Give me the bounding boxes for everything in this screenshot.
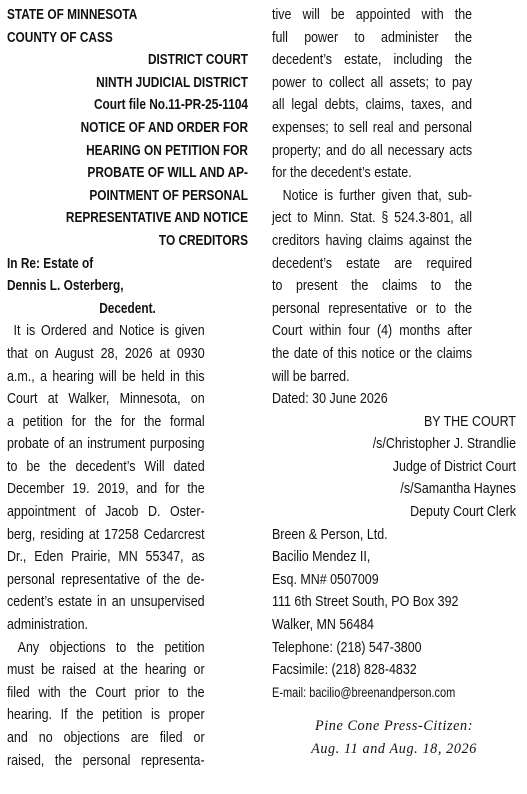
dated-line: Dated: 30 June 2026 (272, 390, 388, 408)
body-line: decedent’s estate are required (272, 254, 473, 272)
body-line: tive will be appointed with the (272, 6, 473, 23)
attorney-telephone: Telephone: (218) 547-3800 (272, 638, 422, 656)
body-line: decedent’s estate, including the (272, 51, 473, 69)
body-line: December 19. 2019, and for the (7, 480, 205, 498)
body-line: Court at Walker, Minnesota, on (7, 390, 205, 408)
body-line: Dr., Eden Prairie, MN 55347, as (7, 548, 205, 566)
clerk-signature: /s/Samantha Haynes (400, 480, 516, 498)
judge-title: Judge of District Court (392, 457, 516, 475)
body-line: personal representative or to the (272, 299, 473, 317)
body-line: that on August 28, 2026 at 0930 (7, 344, 205, 362)
body-line: It is Ordered and Notice is given (13, 322, 205, 340)
body-line: a.m., a hearing will be held in this (7, 367, 205, 385)
body-line: property; and do all necessary acts (272, 141, 473, 159)
body-line: the date of this notice or the claims (272, 344, 473, 362)
judge-signature: /s/Christopher J. Strandlie (372, 435, 516, 453)
notice-title-line: PROBATE OF WILL AND AP- (87, 164, 248, 182)
body-line: to be the decedent’s Will dated (7, 457, 205, 475)
body-line: filed with the Court prior to the (7, 683, 205, 701)
body-line: will be barred. (272, 367, 350, 385)
body-line: personal representative of the de- (7, 570, 205, 588)
court-file-number: Court file No.11-PR-25-1104 (93, 96, 248, 114)
attorney-name: Bacilio Mendez II, (272, 548, 371, 566)
body-line: for the decedent’s estate. (272, 164, 412, 182)
body-line: Court within four (4) months after (272, 322, 473, 340)
body-line: administration. (7, 616, 88, 634)
body-line: hearing. If the petition is proper (7, 706, 205, 724)
district-line: NINTH JUDICIAL DISTRICT (96, 73, 248, 91)
body-line: must be raised at the hearing or (7, 661, 205, 679)
clerk-title: Deputy Court Clerk (410, 503, 516, 521)
body-line: a petition for the for the formal (7, 412, 205, 430)
state-line: STATE OF MINNESOTA (7, 6, 138, 23)
notice-left-column (7, 4, 248, 772)
notice-title-line: REPRESENTATIVE AND NOTICE (65, 209, 248, 227)
estate-caption-line: In Re: Estate of (7, 254, 94, 272)
body-line: to present the claims to the (272, 277, 473, 295)
estate-caption-line: Decedent. (99, 299, 156, 317)
body-line: appointment of Jacob D. Oster- (7, 503, 205, 521)
attorney-email: E-mail: bacilio@breenandperson.com (272, 684, 456, 700)
attorney-address: 111 6th Street South, PO Box 392 (272, 593, 459, 611)
attorney-city: Walker, MN 56484 (272, 616, 374, 634)
notice-title-line: NOTICE OF AND ORDER FOR (80, 118, 248, 136)
notice-right-column (272, 4, 516, 762)
notice-title-line: TO CREDITORS (158, 231, 248, 249)
body-line: power to collect all assets; to pay (272, 73, 473, 91)
body-line: and no objections are filed or (7, 729, 205, 746)
spacer (272, 704, 516, 716)
county-line: COUNTY OF CASS (7, 28, 113, 46)
body-line: cedent’s estate in an unsupervised (7, 593, 205, 611)
court-line: DISTRICT COURT (147, 51, 248, 69)
body-line: raised, the personal representa- (7, 751, 205, 769)
body-line: creditors having claims against the (272, 231, 473, 249)
body-line: probate of an instrument purposing (7, 435, 205, 453)
attorney-license: Esq. MN# 0507009 (272, 570, 379, 588)
body-line: ject to Minn. Stat. § 524.3-801, all (272, 209, 473, 227)
notice-title-line: HEARING ON PETITION FOR (86, 141, 248, 159)
body-line: berg, residing at 17258 Cedarcrest (7, 525, 205, 543)
attorney-facsimile: Facsimile: (218) 828-4832 (272, 661, 417, 679)
estate-caption-line: Dennis L. Osterberg, (7, 277, 124, 295)
body-line: full power to administer the (272, 28, 473, 46)
publication-dates: Aug. 11 and Aug. 18, 2026 (311, 741, 477, 757)
notice-title-line: POINTMENT OF PERSONAL (89, 186, 248, 204)
body-line: Notice is further given that, sub- (282, 186, 473, 204)
body-line: Any objections to the petition (17, 638, 205, 656)
body-line: all legal debts, claims, taxes, and (272, 96, 473, 114)
body-line: expenses; to sell real and personal (272, 118, 473, 136)
signature-line: BY THE COURT (423, 412, 516, 430)
publication-name: Pine Cone Press-Citizen: (314, 718, 474, 735)
attorney-firm: Breen & Person, Ltd. (272, 525, 388, 543)
